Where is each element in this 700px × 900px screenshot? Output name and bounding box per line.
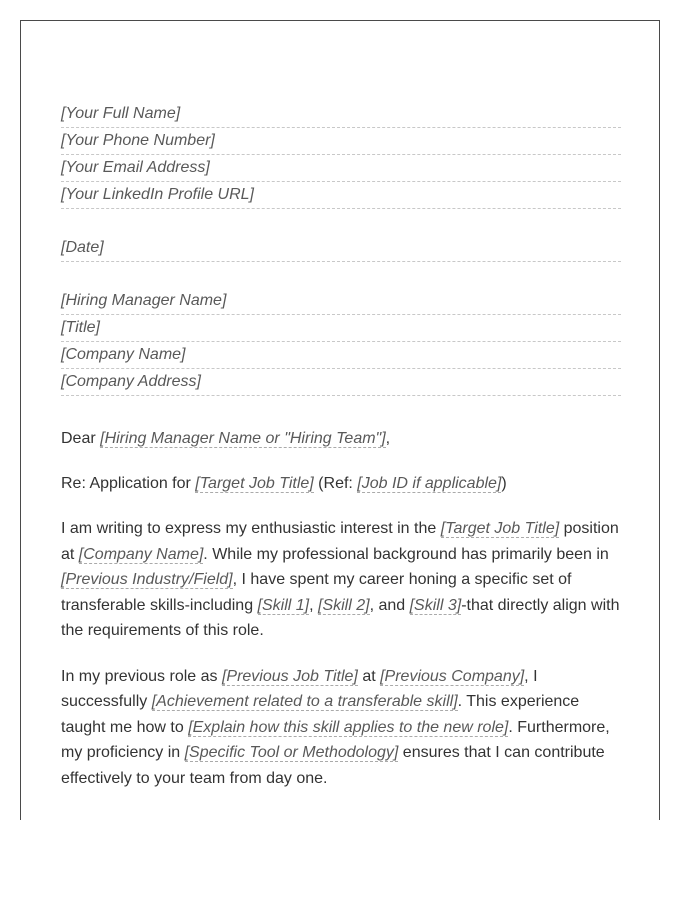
paragraph-text: In my previous role as: [61, 667, 222, 685]
paragraph-text: , I successfully: [61, 667, 538, 710]
paragraph-text: , I have spent my career honing a specific set of transferable skills-including: [61, 571, 572, 614]
previous-company-placeholder[interactable]: [Previous Company]: [380, 667, 525, 685]
date-field[interactable]: [Date]: [61, 235, 621, 262]
recipient-company-name-field[interactable]: [Company Name]: [61, 342, 621, 369]
paragraph-text: , and: [369, 596, 410, 614]
letter-page: [20, 20, 660, 820]
achievement-placeholder[interactable]: [Achievement related to a transferable skill]: [151, 693, 458, 710]
recipient-block: [61, 288, 621, 396]
previous-industry-placeholder[interactable]: [Previous Industry/Field]: [61, 571, 233, 588]
paragraph-text: . This experience taught me how to: [61, 693, 580, 736]
skill-2-placeholder[interactable]: [Skill 2]: [318, 596, 370, 614]
recipient-manager-name-field[interactable]: [Hiring Manager Name]: [61, 288, 621, 315]
previous-job-title-placeholder[interactable]: [Previous Job Title]: [221, 667, 358, 685]
letter-content: [61, 101, 621, 791]
salutation: [61, 426, 621, 452]
target-job-title-placeholder[interactable]: [Target Job Title]: [440, 520, 560, 537]
re-ref-prefix: (Ref:: [313, 474, 358, 492]
body-paragraph-2: [61, 664, 621, 792]
paragraph-text: . While my professional background has primarily been in: [203, 545, 609, 563]
paragraph-text: . Furthermore, my proficiency in: [61, 718, 610, 761]
tool-methodology-placeholder[interactable]: [Specific Tool or Methodology]: [184, 744, 399, 761]
salutation-prefix: Dear: [61, 430, 101, 447]
paragraph-text: -that directly align with the requirements of this role.: [61, 596, 620, 639]
paragraph-text: I am writing to express my enthusiastic interest in the: [61, 520, 441, 537]
paragraph-text: position at: [61, 520, 619, 563]
sender-full-name-field[interactable]: [Your Full Name]: [61, 101, 621, 128]
body-paragraph-1: [61, 516, 621, 644]
re-ref-suffix: ): [501, 474, 507, 492]
sender-phone-field[interactable]: [Your Phone Number]: [61, 128, 621, 155]
sender-linkedin-field[interactable]: [Your LinkedIn Profile URL]: [61, 182, 621, 209]
recipient-company-address-field[interactable]: [Company Address]: [61, 369, 621, 396]
paragraph-text: at: [357, 667, 381, 685]
paragraph-text: ensures that I can contribute effectively to your team from day one.: [61, 744, 605, 787]
re-line: [61, 471, 621, 497]
re-job-title-placeholder[interactable]: [Target Job Title]: [195, 474, 314, 492]
skill-3-placeholder[interactable]: [Skill 3]: [409, 596, 462, 614]
sender-block: [61, 101, 621, 209]
spacer: [61, 209, 621, 235]
spacer: [61, 262, 621, 288]
re-prefix: Re: Application for: [61, 474, 196, 492]
salutation-name-placeholder[interactable]: [Hiring Manager Name or "Hiring Team"]: [100, 430, 386, 447]
skill-1-placeholder[interactable]: [Skill 1]: [257, 596, 310, 614]
sender-email-field[interactable]: [Your Email Address]: [61, 155, 621, 182]
company-name-placeholder[interactable]: [Company Name]: [78, 545, 204, 563]
re-job-id-placeholder[interactable]: [Job ID if applicable]: [357, 474, 502, 492]
skill-application-placeholder[interactable]: [Explain how this skill applies to the new role]: [188, 718, 509, 736]
recipient-title-field[interactable]: [Title]: [61, 315, 621, 342]
salutation-suffix: ,: [385, 430, 391, 447]
paragraph-text: ,: [309, 596, 318, 614]
